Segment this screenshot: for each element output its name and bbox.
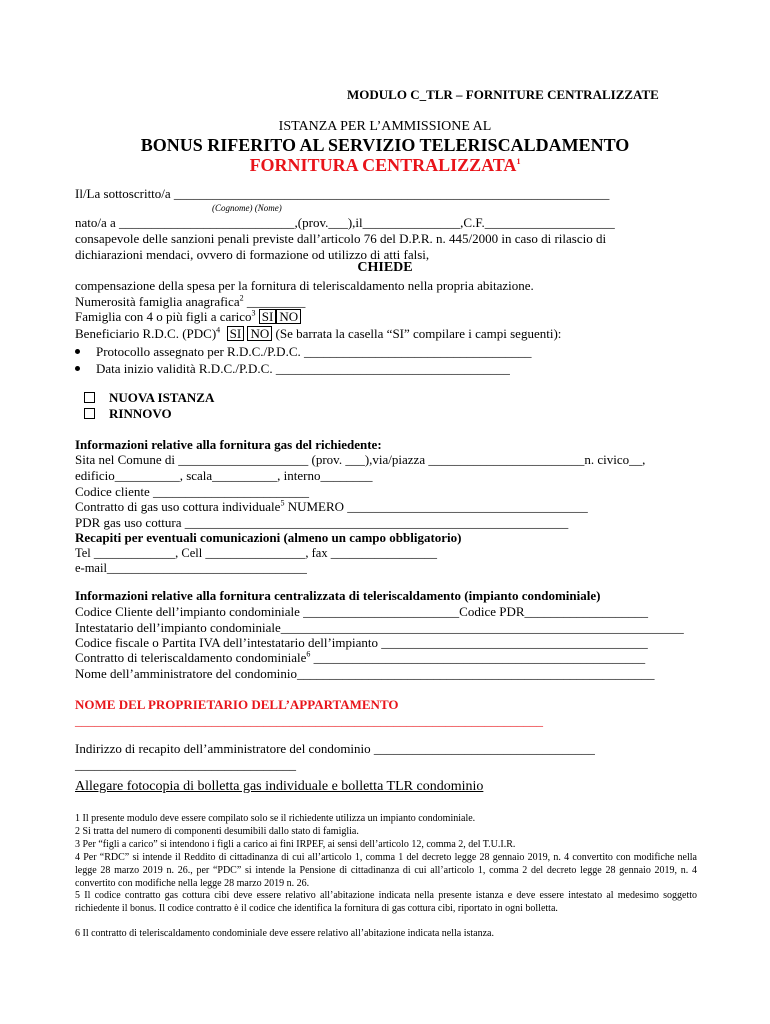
name-caption: (Cognome) (Nome) [212,203,282,213]
beneficiario-field: Beneficiario R.D.C. (PDC)$^4$ SI NO (Se barrata la casella “SI” compilare i campi seguenti): [75,325,562,341]
proprietario-heading: NOME DEL PROPRIETARIO DELL’APPARTAMENTO [75,697,399,712]
amministratore-field[interactable]: Nome dell’amministratore del condominio_______________________________________________________ [75,666,655,681]
protocollo-field[interactable]: Protocollo assegnato per R.D.C./P.D.C. ___________________________________ [75,344,532,360]
sottoscritto-field[interactable]: Il/La sottoscritto/a ___________________________________________________________________ [75,186,610,201]
footnote-3: 3 Per “figli a carico” si intendono i figli a carico ai fini IRPEF, ai sensi dell’articolo 12, comma 2, del T.U.I.R. [75,839,516,850]
footnote-4: 4 Per “RDC” si intende il Reddito di cittadinanza di cui all’articolo 1, comma 1 del decreto legge 28 gennaio 2019, n. 4 convertito con modifiche nella legge 28 marzo 2019 n. 26., per “PDC” si intende la Pensione di cittadinanza di cui all’articolo 1, comma 2 del decreto legge 28 gennaio 2019, n. 4 convertito con modifiche nella legge 28 marzo 2019 n. 26. [75,852,697,889]
checkbox-icon[interactable] [84,392,95,403]
intestatario-field[interactable]: Intestatario dell’impianto condominiale______________________________________________________________ [75,620,684,635]
numerosita-field[interactable]: Numerosità famiglia anagrafica$^2$ _________ [75,293,306,309]
form-subtitle: ISTANZA PER L’AMMISSIONE AL [278,119,492,134]
form-code: MODULO C_TLR – FORNITURE CENTRALIZZATE [347,87,659,102]
compensazione-text: compensazione della spesa per la fornitura di teleriscaldamento nella propria abitazione. [75,278,534,293]
famiglia-no-box[interactable]: NO [276,309,301,324]
tel-field[interactable]: Tel _____________, Cell ________________, fax _________________ [75,546,437,560]
footnote-1: 1 Il presente modulo deve essere compilato solo se il richiedente utilizza un impianto condominiale. [75,813,476,824]
recapito-amministratore-field[interactable]: Indirizzo di recapito dell’amministratore del condominio __________________________________ [75,741,595,756]
data-inizio-field[interactable]: Data inizio validità R.D.C./P.D.C. ____________________________________ [75,361,510,377]
edificio-field[interactable]: edificio__________, scala__________, interno________ [75,468,373,483]
sita-field[interactable]: Sita nel Comune di ____________________ (prov. ___),via/piazza ________________________n. civico__, [75,452,646,467]
nuova-istanza-option[interactable]: NUOVA ISTANZA [84,390,214,406]
footnote-6: 6 Il contratto di teleriscaldamento condominiale deve essere relativo all’abitazione indicata nella istanza. [75,928,494,939]
contratto-tlr-field[interactable]: Contratto di teleriscaldamento condominiale$^6$ ___________________________________________________ [75,649,646,665]
allegare-note: Allegare fotocopia di bolletta gas individuale e bolletta TLR condominio [75,779,484,794]
gas-heading: Informazioni relative alla fornitura gas del richiedente: [75,437,382,452]
pdr-field[interactable]: PDR gas uso cottura ___________________________________________________________ [75,515,569,530]
rinnovo-option[interactable]: RINNOVO [84,406,172,422]
dichiarazioni-text: dichiarazioni mendaci, ovvero di formazione od utilizzo di atti falsi, [75,247,430,262]
famiglia-field: Famiglia con 4 o più figli a carico$^3$ SI NO [75,309,301,325]
beneficiario-no-box[interactable]: NO [247,326,272,341]
chiede-heading: CHIEDE [357,260,413,275]
recapiti-heading: Recapiti per eventuali comunicazioni (almeno un campo obbligatorio) [75,530,462,545]
contratto-gas-field[interactable]: Contratto di gas uso cottura individuale$^5$ NUMERO _____________________________________ [75,498,588,514]
recapito-amministratore-line2[interactable]: __________________________________ [75,757,296,772]
consapevole-text: consapevole delle sanzioni penali previste dall’articolo 76 del D.P.R. n. 445/2000 in caso di rilascio di [75,231,607,246]
birth-field[interactable]: nato/a a ___________________________,(prov.___),il_______________,C.F.____________________ [75,215,615,230]
proprietario-field[interactable]: ________________________________________________________________________ [75,713,543,728]
codice-cliente-condominio-field[interactable]: Codice Cliente dell’impianto condominiale ________________________Codice PDR___________________ [75,604,649,619]
email-field[interactable]: e-mail________________________________ [75,561,307,575]
beneficiario-si-box[interactable]: SI [227,326,245,341]
form-title: BONUS RIFERITO AL SERVIZIO TELERISCALDAMENTO [140,135,630,155]
tlr-heading: Informazioni relative alla fornitura centralizzata di teleriscaldamento (impianto condominiale) [75,588,601,603]
bullet-icon [75,349,80,354]
codice-fiscale-field[interactable]: Codice fiscale o Partita IVA dell’intestatario dell’impianto _________________________________________ [75,635,648,650]
footnote-5: 5 Il codice contratto gas cottura cibi deve essere relativo all’abitazione indicata nella presente istanza e deve essere intestato al medesimo soggetto richiedente il bonus. Il codice contratto è il codice che identifica la fornitura di gas cottura cibi, riportato in ogni bolletta. [75,890,697,914]
codice-cliente-field[interactable]: Codice cliente ________________________ [75,484,309,499]
form-title-red: FORNITURA CENTRALIZZATA$^1$ [249,155,521,175]
famiglia-si-box[interactable]: SI [259,309,277,324]
checkbox-icon[interactable] [84,408,95,419]
footnote-2: 2 Si tratta del numero di componenti desumibili dallo stato di famiglia. [75,826,359,837]
bullet-icon [75,366,80,371]
